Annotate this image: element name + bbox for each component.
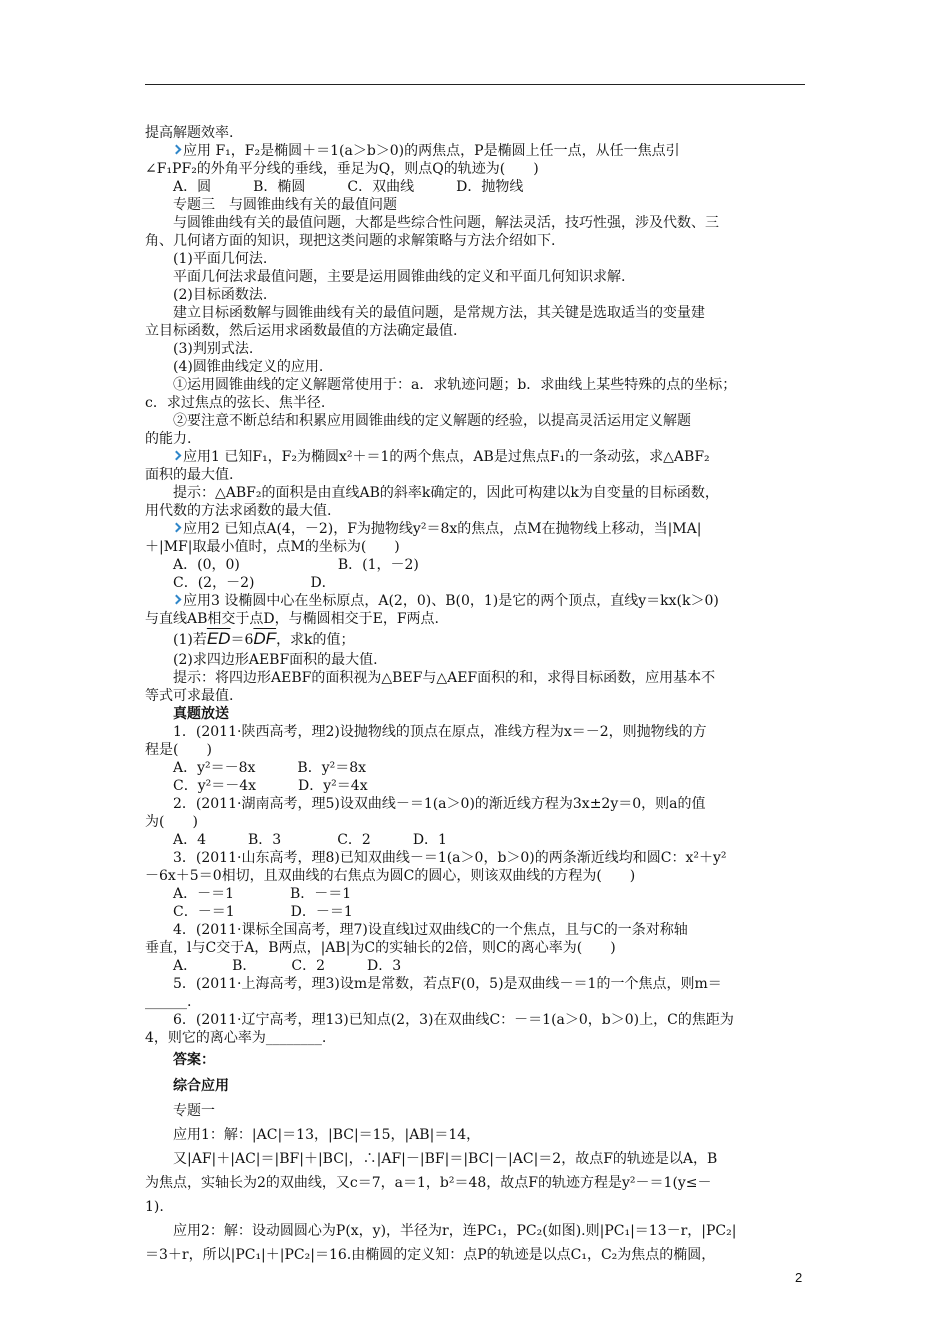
answers-subheading: 综合应用 (173, 1078, 229, 1094)
choice-line: A．4 B．3 C．2 D．1 (173, 832, 447, 848)
line: 与直线AB相交于点D，与椭圆相交于E，F两点. (145, 611, 440, 627)
vector-df: $\overline{DF}$ (253, 629, 277, 648)
line: 专题一 (173, 1103, 215, 1119)
application-line: 应用3 设椭圆中心在坐标原点，A(2，0)、B(0，1)是它的两个顶点，直线y＝kx(k＞0) (145, 592, 807, 610)
line: 6．(2011·辽宁高考，理13)已知点(2，3)在双曲线C：－＝1(a＞0，b＞0)上，C的焦距为 (173, 1012, 734, 1028)
line: 4，则它的离心率为________. (145, 1030, 327, 1046)
answers-section (145, 1047, 807, 1267)
line: ∠F₁PF₂的外角平分线的垂线，垂足为Q，则点Q的轨迹为( ) (145, 161, 539, 177)
choice-line: C．(2，－2) D． (173, 575, 336, 591)
line: 等式可求最值. (145, 688, 234, 704)
line: 程是( ) (145, 742, 212, 758)
line: 建立目标函数解与圆锥曲线有关的最值问题，是常规方法，其关键是选取适当的变量建 (173, 305, 705, 321)
line: 应用2：解：设动圆圆心为P(x，y)，半径为r，连PC₁，PC₂(如图).则|PC₁|＝13－r，|PC₂| (173, 1223, 737, 1239)
line: 又|AF|＋|AC|＝|BF|＋|BC|，∴|AF|－|BF|＝|BC|－|AC|＝2，故点F的轨迹是以A，B (173, 1151, 718, 1167)
line: (2)目标函数法. (173, 287, 268, 303)
choice-line: A．圆 B．椭圆 C．双曲线 D．抛物线 (173, 179, 524, 195)
line: 提高解题效率. (145, 125, 234, 141)
line: 与圆锥曲线有关的最值问题，大都是些综合性问题，解法灵活，技巧性强，涉及代数、三 (173, 215, 719, 231)
chevron-right-icon (173, 145, 181, 155)
line: c．求过焦点的弦长、焦半径. (145, 395, 326, 411)
page-number: 2 (795, 1270, 803, 1285)
line: 2．(2011·湖南高考，理5)设双曲线－＝1(a＞0)的渐近线方程为3x±2y＝0，则a的值 (173, 796, 706, 812)
header-rule (145, 84, 805, 85)
line: 提示：△ABF₂的面积是由直线AB的斜率k确定的，因此可构建以k为自变量的目标函数， (173, 485, 719, 501)
chevron-right-icon (173, 595, 181, 605)
line: 为( ) (145, 814, 198, 830)
choice-line: C．y²＝－4x D．y²＝4x (173, 778, 368, 794)
line: 的能力. (145, 431, 192, 447)
section-heading: 专题三 与圆锥曲线有关的最值问题 (173, 197, 397, 213)
line: (4)圆锥曲线定义的应用. (173, 359, 324, 375)
line: (3)判别式法. (173, 341, 254, 357)
section-heading: 真题放送 (173, 706, 229, 722)
line: 1．(2011·陕西高考，理2)设抛物线的顶点在原点，准线方程为x＝－2，则抛物线的方 (173, 724, 707, 740)
line: 3．(2011·山东高考，理8)已知双曲线－＝1(a＞0，b＞0)的两条渐近线均和圆C：x²＋y² (173, 850, 727, 866)
line: 应用1：解：|AC|＝13，|BC|＝15，|AB|＝14， (173, 1127, 481, 1143)
choice-line: C．－＝1 D．－＝1 (173, 904, 353, 920)
chevron-right-icon (173, 451, 181, 461)
application-line: 应用2 已知点A(4，－2)，F为抛物线y²＝8x的焦点，点M在抛物线上移动，当|MA| (145, 520, 807, 538)
line: ＋|MF|取最小值时，点M的坐标为( ) (145, 539, 400, 555)
line: (1)平面几何法. (173, 251, 268, 267)
line: 立目标函数，然后运用求函数最值的方法确定最值. (145, 323, 458, 339)
line: ______. (145, 994, 192, 1010)
line: 面积的最大值. (145, 467, 234, 483)
choice-line: A． B． C．2 D．3 (173, 958, 402, 974)
choice-line: A．y²＝－8x B．y²＝8x (173, 760, 367, 776)
document-body (145, 124, 807, 1267)
line: (2)求四边形AEBF面积的最大值. (173, 652, 378, 668)
line: 垂直，l与C交于A，B两点，|AB|为C的实轴长的2倍，则C的离心率为( ) (145, 940, 616, 956)
line: ②要注意不断总结和积累应用圆锥曲线的定义解题的经验，以提高灵活运用定义解题 (173, 413, 691, 429)
chevron-right-icon (173, 523, 181, 533)
application-line: 应用1 已知F₁，F₂为椭圆x²＋＝1的两个焦点，AB是过焦点F₁的一条动弦，求△ABF₂ (145, 448, 807, 466)
line: 为焦点，实轴长为2的双曲线，又c＝7，a＝1，b²＝48，故点F的轨迹方程是y²－＝1(y≤－ (145, 1175, 712, 1191)
vector-ed: $\overline{ED}$ (206, 629, 231, 648)
line: ＝3＋r，所以|PC₁|＋|PC₂|＝16.由椭圆的定义知：点P的轨迹是以点C₁，C₂为焦点的椭圆， (145, 1247, 716, 1263)
line: 1). (145, 1199, 164, 1215)
line: 5．(2011·上海高考，理3)设m是常数，若点F(0，5)是双曲线－＝1的一个焦点，则m＝ (173, 976, 722, 992)
vector-line: (1)若$\overline{ED}=6\overline{DF}$，求k的值； (173, 629, 355, 648)
answers-heading: 答案： (173, 1052, 215, 1068)
line: 提示：将四边形AEBF的面积视为△BEF与△AEF面积的和，求得目标函数，应用基本不 (173, 670, 716, 686)
line: 4．(2011·课标全国高考，理7)设直线l过双曲线C的一个焦点，且与C的一条对称轴 (173, 922, 688, 938)
choice-line: A．(0，0) B．(1，－2) (173, 557, 419, 573)
application-line: 应用 F₁，F₂是椭圆＋＝1(a＞b＞0)的两焦点，P是椭圆上任一点，从任一焦点引 (145, 142, 807, 160)
choice-line: A．－＝1 B．－＝1 (173, 886, 352, 902)
line: 用代数的方法求函数的最大值. (145, 503, 332, 519)
line: 平面几何法求最值问题，主要是运用圆锥曲线的定义和平面几何知识求解. (173, 269, 626, 285)
line: 角、几何诸方面的知识，现把这类问题的求解策略与方法介绍如下. (145, 233, 556, 249)
line: ①运用圆锥曲线的定义解题常使用于：a．求轨迹问题；b．求曲线上某些特殊的点的坐标； (173, 377, 737, 393)
line: －6x＋5＝0相切，且双曲线的右焦点为圆C的圆心，则该双曲线的方程为( ) (145, 868, 636, 884)
